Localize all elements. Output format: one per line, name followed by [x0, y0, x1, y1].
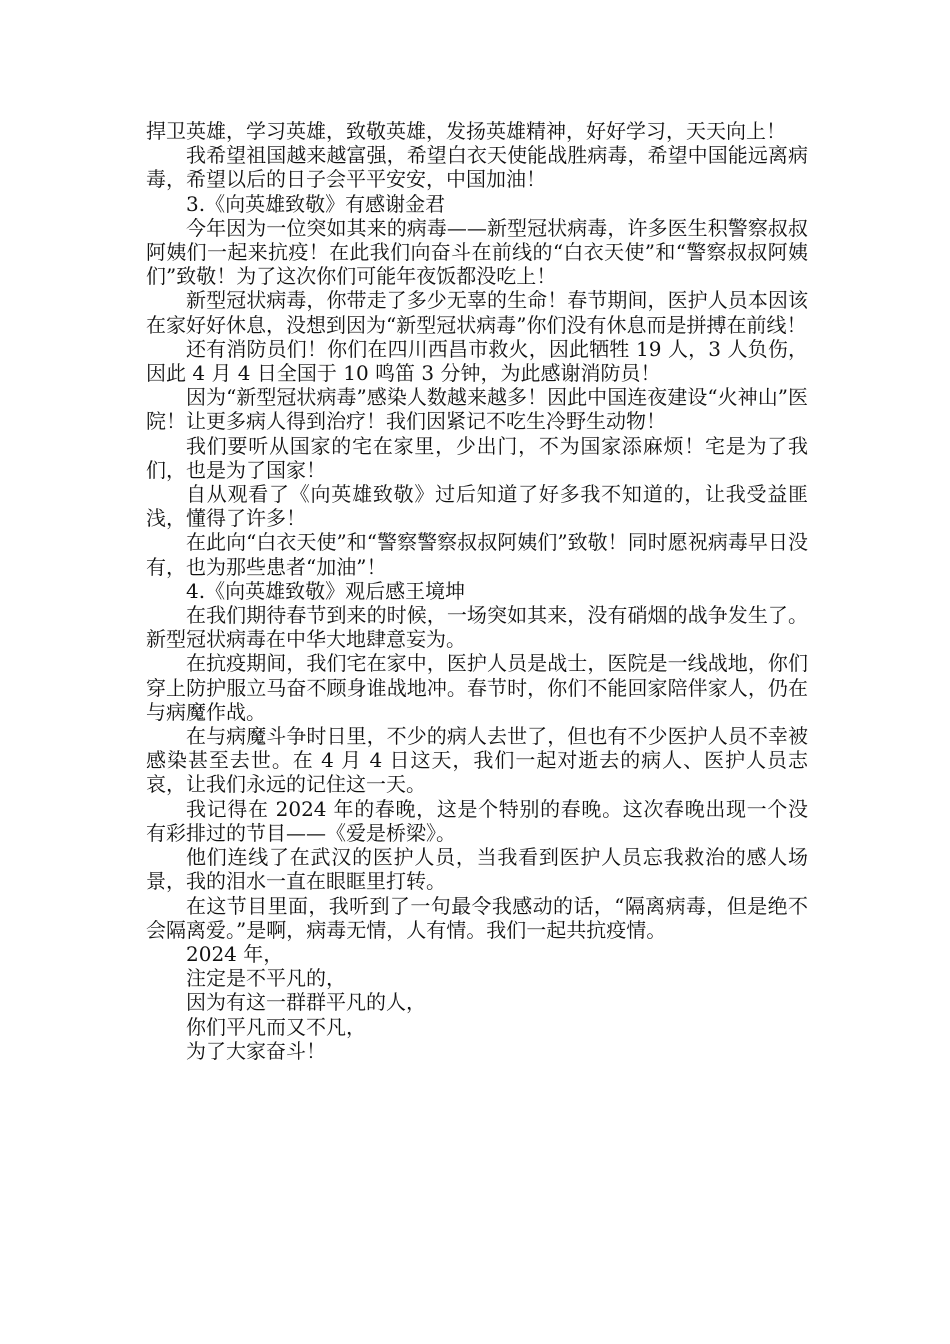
paragraph: 我记得在 2024 年的春晚，这是个特别的春晚。这次春晚出现一个没有彩排过的节目——《爱是桥梁》。: [146, 796, 808, 845]
poem-line: 注定是不平凡的，: [186, 966, 346, 991]
section-heading: 3.《向英雄致敬》有感谢金君: [186, 191, 446, 216]
poem-line: 为了大家奋斗！: [186, 1038, 326, 1063]
paragraph: 他们连线了在武汉的医护人员，当我看到医护人员忘我救治的感人场景，我的泪水一直在眼眶里打转。: [146, 845, 808, 894]
section-heading: 4.《向英雄致敬》观后感王境坤: [186, 578, 466, 603]
paragraph: 新型冠状病毒，你带走了多少无辜的生命！春节期间，医护人员本因该在家好好休息，没想到因为“新型冠状病毒”你们没有休息而是拼搏在前线！: [146, 288, 808, 337]
paragraph: 在这节目里面，我听到了一句最令我感动的话，“隔离病毒，但是绝不会隔离爱。”是啊，病毒无情，人有情。我们一起共抗疫情。: [146, 893, 808, 942]
poem-line: 你们平凡而又不凡，: [186, 1014, 366, 1039]
paragraph: 在抗疫期间，我们宅在家中，医护人员是战士，医院是一线战地，你们穿上防护服立马奋不顾身谁战地冲。春节时，你们不能回家陪伴家人，仍在与病魔作战。: [146, 651, 808, 724]
poem-line: 因为有这一群群平凡的人，: [186, 990, 426, 1015]
paragraph: 捍卫英雄，学习英雄，致敬英雄，发扬英雄精神，好好学习，天天向上！: [146, 119, 786, 143]
paragraph: 今年因为一位突如其来的病毒——新型冠状病毒，许多医生积警察叔叔阿姨们一起来抗疫！在此我们向奋斗在前线的“白衣天使”和“警察叔叔阿姨们”致敬！为了这次你们可能年夜饭都没吃上！: [146, 215, 808, 289]
paragraph: 自从观看了《向英雄致敬》过后知道了好多我不知道的，让我受益匪浅，懂得了许多！: [146, 482, 808, 531]
document-page: [146, 119, 808, 1063]
paragraph: 还有消防员们！你们在四川西昌市救火，因此牺牲 19 人，3 人负伤，因此 4 月 4 日全国于 10 鸣笛 3 分钟，为此感谢消防员！: [146, 336, 808, 386]
paragraph: 在此向“白衣天使”和“警察警察叔叔阿姨们”致敬！同时愿祝病毒早日没有，也为那些患者“加油”！: [146, 530, 808, 579]
poem-line: 2024 年，: [186, 941, 284, 966]
paragraph: 我希望祖国越来越富强，希望白衣天使能战胜病毒，希望中国能远离病毒，希望以后的日子会平平安安，中国加油！: [146, 143, 808, 192]
paragraph: 因为“新型冠状病毒”感染人数越来越多！因此中国连夜建设“火神山”医院！让更多病人得到治疗！我们因紧记不吃生冷野生动物！: [146, 385, 808, 434]
paragraph: 在我们期待春节到来的时候，一场突如其来，没有硝烟的战争发生了。新型冠状病毒在中华大地肆意妄为。: [146, 603, 808, 652]
paragraph: 我们要听从国家的宅在家里，少出门，不为国家添麻烦！宅是为了我们，也是为了国家！: [146, 433, 808, 482]
paragraph: 在与病魔斗争时日里，不少的病人去世了，但也有不少医护人员不幸被感染甚至去世。在 4 月 4 日这天，我们一起对逝去的病人、医护人员志哀，让我们永远的记住这一天。: [146, 724, 808, 797]
